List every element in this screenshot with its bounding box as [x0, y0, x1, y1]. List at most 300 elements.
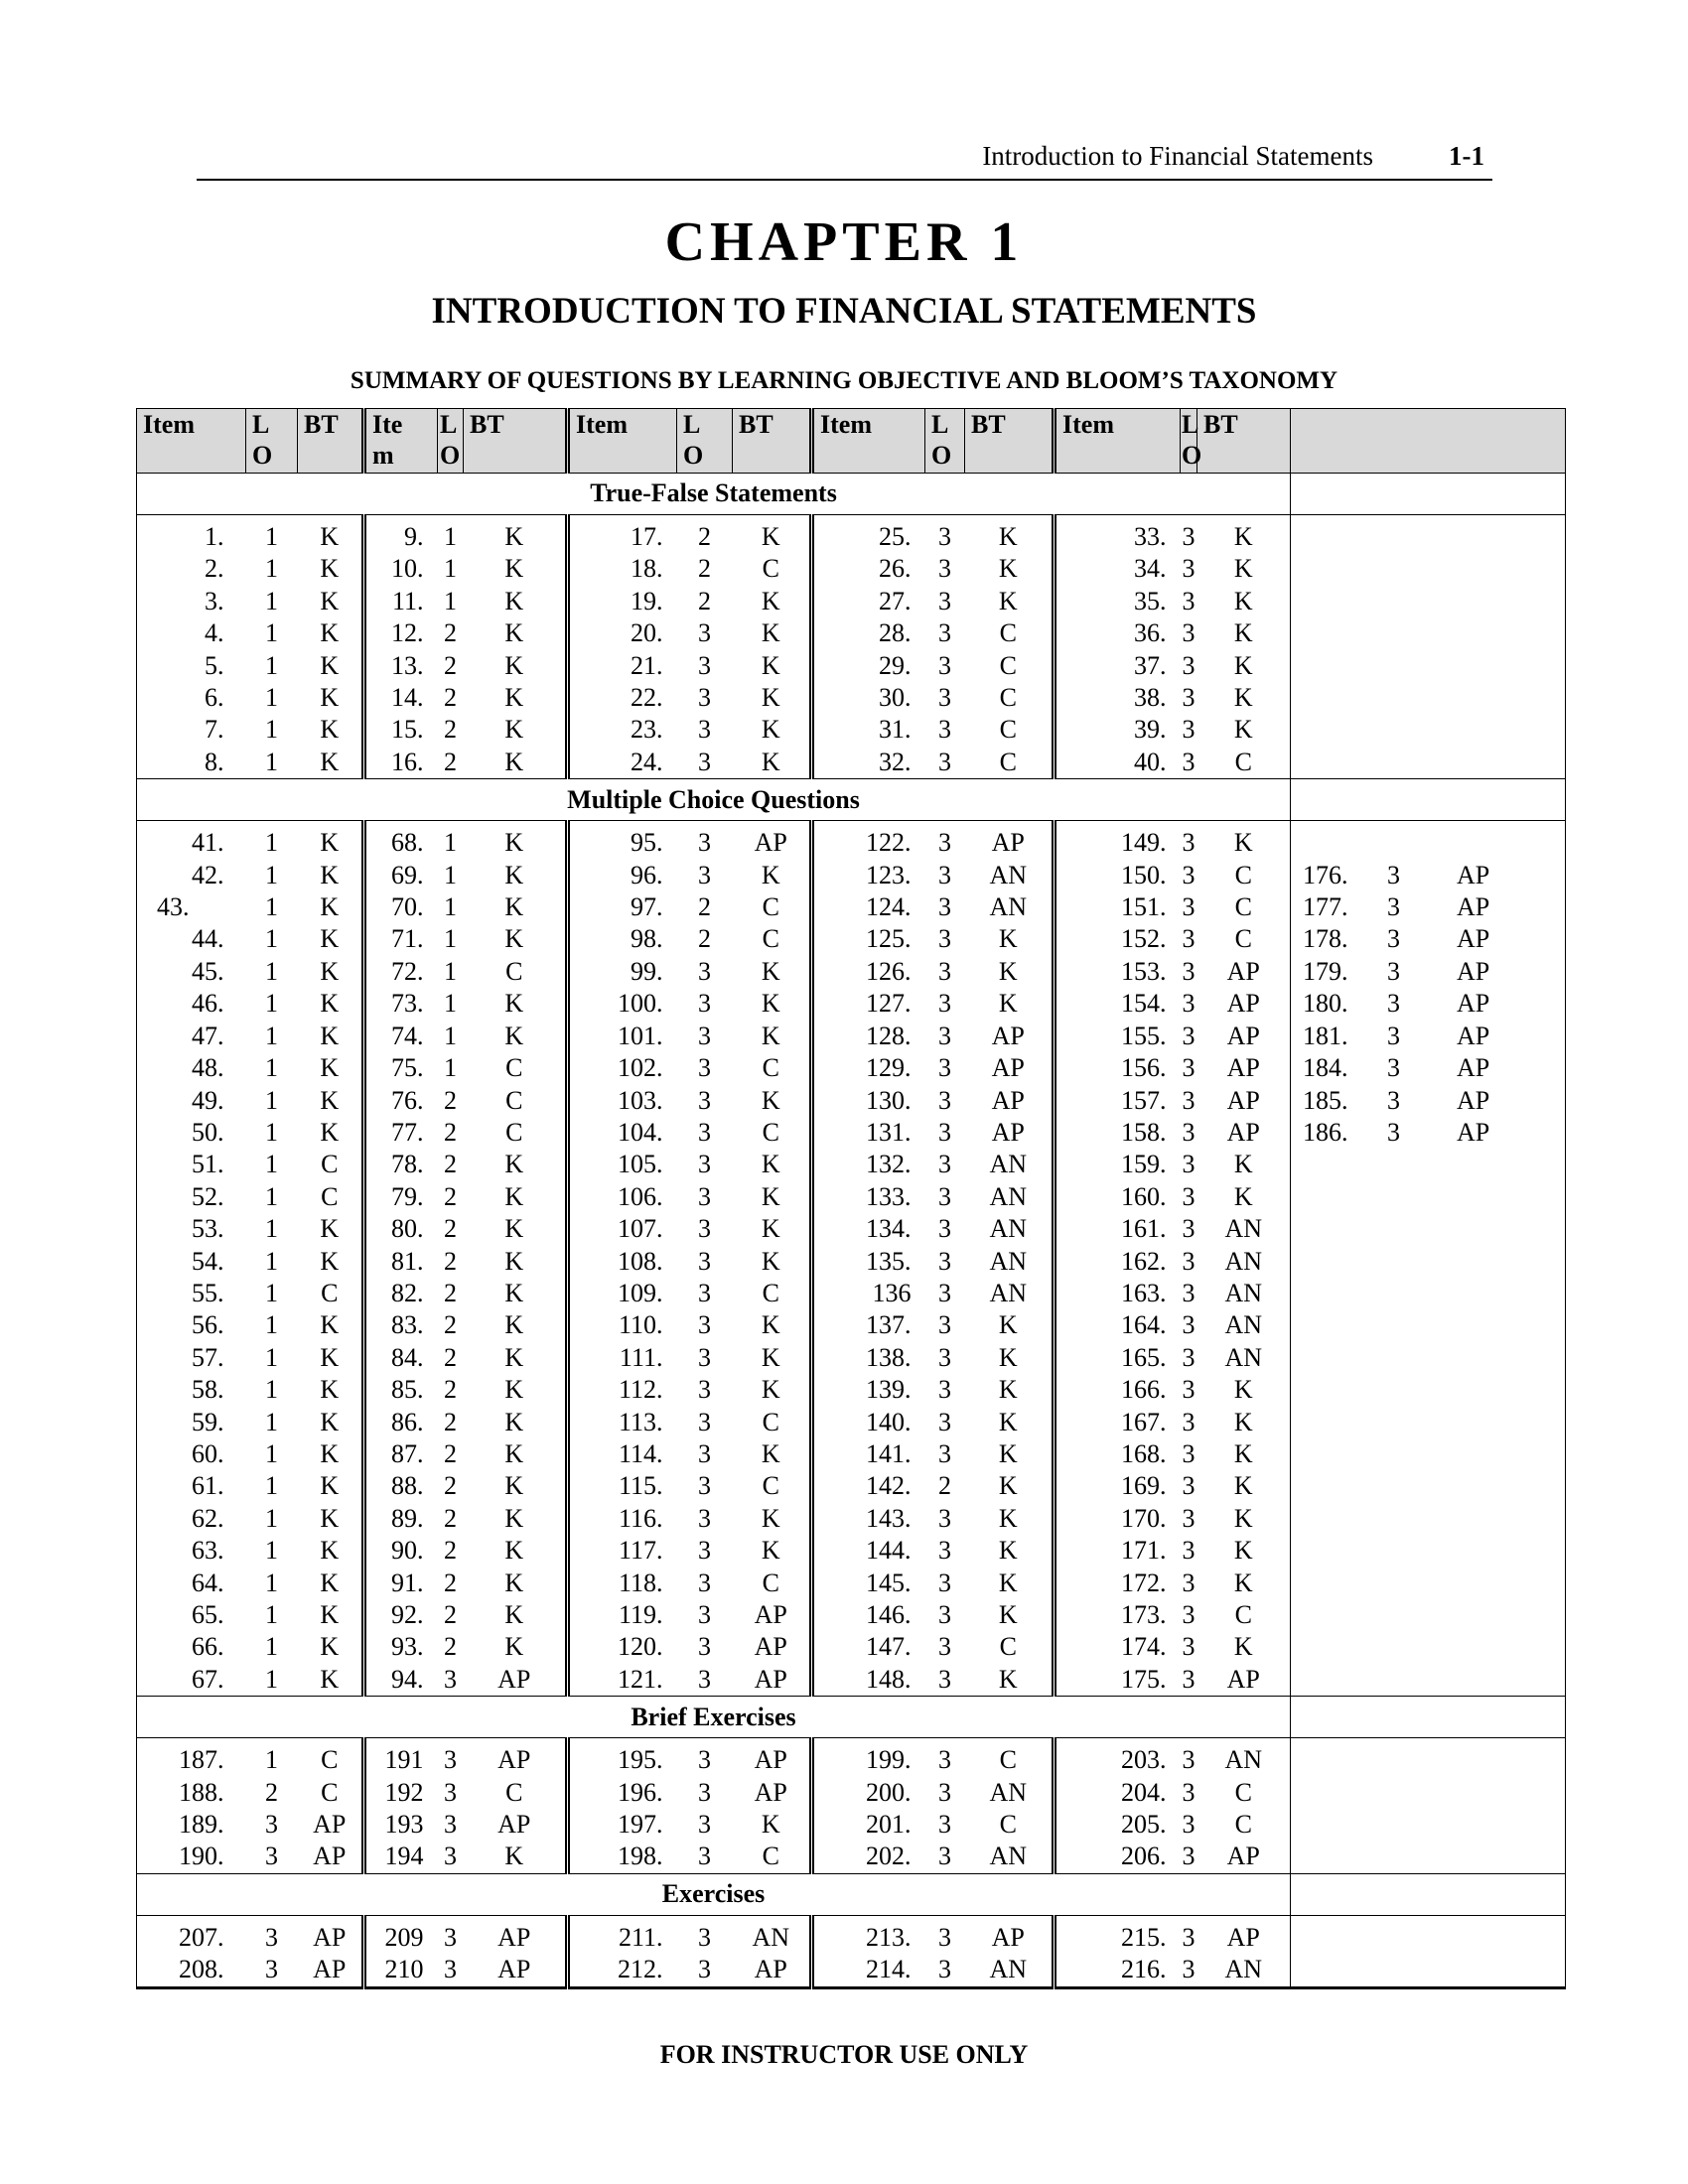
item-number: 193	[384, 1810, 424, 1840]
learning-objective: 3	[938, 683, 951, 713]
item-number: 35.	[1134, 586, 1167, 615]
learning-objective: 3	[938, 828, 951, 858]
learning-objective: 1	[265, 892, 278, 922]
item-number: 104.	[618, 1117, 663, 1147]
learning-objective: 3	[1182, 828, 1196, 858]
learning-objective: 3	[698, 1503, 711, 1533]
item-number: 116.	[618, 1503, 663, 1533]
table-row	[137, 1599, 1566, 1631]
extra-column-cell	[1291, 1738, 1566, 1777]
item-number: 61.	[192, 1471, 224, 1501]
learning-objective: 3	[1182, 1664, 1196, 1694]
blooms-taxonomy: C	[733, 923, 812, 955]
item-number: 110.	[618, 1310, 663, 1340]
blooms-taxonomy: K	[464, 1535, 568, 1567]
learning-objective: 3	[1182, 1214, 1196, 1244]
learning-objective: 3	[1182, 892, 1196, 922]
item-number: 132.	[866, 1150, 912, 1179]
col-item: Item	[568, 409, 677, 474]
blooms-taxonomy: K	[298, 1535, 364, 1567]
item-number: 5.	[205, 650, 224, 680]
blooms-taxonomy: AN	[1224, 1310, 1263, 1340]
item-number: 94.	[391, 1664, 424, 1694]
learning-objective: 3	[1182, 1842, 1196, 1871]
learning-objective: 3	[698, 956, 711, 986]
item-number: 96.	[631, 860, 663, 889]
learning-objective: 1	[265, 1150, 278, 1179]
blooms-taxonomy: AN	[965, 1278, 1055, 1309]
item-number: 58.	[192, 1375, 224, 1405]
extra-column-cell	[1291, 1915, 1566, 1954]
item-number: 31.	[879, 715, 912, 745]
learning-objective: 3	[1182, 1021, 1196, 1050]
extra-column-cell	[1291, 988, 1566, 1020]
learning-objective: 1	[444, 554, 457, 584]
blooms-taxonomy: K	[298, 1342, 364, 1374]
chapter-subtitle: INTRODUCTION TO FINANCIAL STATEMENTS	[431, 291, 1257, 332]
extra-column-cell	[1291, 891, 1566, 923]
learning-objective: 1	[265, 1632, 278, 1662]
blooms-taxonomy: K	[1233, 1407, 1253, 1436]
learning-objective: 1	[265, 1600, 278, 1629]
item-number: 210	[384, 1955, 424, 1984]
item-number: 195.	[618, 1745, 663, 1775]
blooms-taxonomy: K	[464, 515, 568, 554]
table-row	[137, 1777, 1566, 1809]
item-number: 87.	[391, 1438, 424, 1468]
item-number: 64.	[192, 1568, 224, 1597]
blooms-taxonomy: K	[1233, 650, 1253, 680]
blooms-taxonomy: AP	[965, 1052, 1055, 1084]
item-number: 122.	[866, 828, 912, 858]
learning-objective: 1	[265, 650, 278, 680]
item-number: 135.	[866, 1246, 912, 1276]
extra-column-cell	[1291, 586, 1566, 617]
section-header-row	[137, 779, 1566, 821]
item-number: 88.	[391, 1471, 424, 1501]
learning-objective: 3	[938, 618, 951, 648]
learning-objective: 3	[698, 1053, 711, 1083]
blooms-taxonomy: AP	[1457, 1117, 1490, 1147]
blooms-taxonomy: AN	[1224, 1745, 1263, 1775]
item-number: 163.	[1121, 1278, 1167, 1307]
learning-objective: 2	[444, 1181, 457, 1211]
learning-objective: 1	[265, 1181, 278, 1211]
item-number: 15.	[391, 715, 424, 745]
item-number: 186.	[1303, 1117, 1348, 1147]
item-number: 139.	[866, 1375, 912, 1405]
item-number: 212.	[618, 1955, 663, 1984]
blooms-taxonomy: K	[1233, 1568, 1253, 1597]
blooms-taxonomy: AN	[965, 1181, 1055, 1213]
item-number: 136	[872, 1278, 912, 1307]
learning-objective: 2	[444, 1278, 457, 1307]
blooms-taxonomy: AP	[1226, 1021, 1260, 1050]
item-number: 175.	[1121, 1664, 1167, 1694]
learning-objective: 3	[1182, 650, 1196, 680]
learning-objective: 3	[938, 989, 951, 1019]
blooms-taxonomy: C	[464, 1085, 568, 1117]
learning-objective: 3	[1182, 1150, 1196, 1179]
learning-objective: 3	[698, 1246, 711, 1276]
learning-objective: 1	[265, 828, 278, 858]
learning-objective: 3	[938, 1810, 951, 1840]
blooms-taxonomy: AP	[1226, 1842, 1260, 1871]
learning-objective: 3	[938, 586, 951, 615]
learning-objective: 3	[1182, 1745, 1196, 1775]
learning-objective: 2	[444, 1471, 457, 1501]
header-row	[137, 409, 1566, 474]
col-bt: BT	[464, 409, 568, 474]
item-number: 167.	[1121, 1407, 1167, 1436]
blooms-taxonomy: K	[1233, 1471, 1253, 1501]
blooms-taxonomy: AP	[464, 1809, 568, 1841]
item-number: 108.	[618, 1246, 663, 1276]
item-number: 8.	[205, 747, 224, 776]
blooms-taxonomy: K	[464, 923, 568, 955]
blooms-taxonomy: K	[733, 1342, 812, 1374]
blooms-taxonomy: C	[733, 1841, 812, 1873]
blooms-taxonomy: K	[298, 1117, 364, 1149]
blooms-taxonomy: AP	[733, 821, 812, 860]
item-number: 184.	[1303, 1053, 1348, 1083]
learning-objective: 3	[938, 1150, 951, 1179]
item-number: 14.	[391, 683, 424, 713]
learning-objective: 2	[444, 650, 457, 680]
item-number: 192	[384, 1777, 424, 1807]
learning-objective: 3	[938, 1503, 951, 1533]
blooms-taxonomy: C	[298, 1777, 364, 1809]
learning-objective: 1	[265, 989, 278, 1019]
item-number: 85.	[391, 1375, 424, 1405]
learning-objective: 3	[698, 1842, 711, 1871]
col-lo: L O	[1181, 409, 1197, 474]
blooms-taxonomy: AP	[298, 1915, 364, 1954]
item-number: 187.	[179, 1745, 224, 1775]
table-row	[137, 553, 1566, 585]
learning-objective: 1	[265, 1214, 278, 1244]
item-number: 165.	[1121, 1342, 1167, 1372]
learning-objective: 3	[938, 860, 951, 889]
blooms-taxonomy: K	[1233, 554, 1253, 584]
learning-objective: 2	[265, 1777, 278, 1807]
item-number: 124.	[866, 892, 912, 922]
learning-objective: 3	[938, 1342, 951, 1372]
blooms-taxonomy: K	[464, 1021, 568, 1052]
extra-column-cell	[1291, 923, 1566, 955]
item-number: 157.	[1121, 1085, 1167, 1115]
learning-objective: 3	[1387, 1021, 1400, 1050]
learning-objective: 2	[938, 1471, 951, 1501]
learning-objective: 1	[444, 1053, 457, 1083]
blooms-taxonomy: K	[733, 988, 812, 1020]
learning-objective: 3	[938, 956, 951, 986]
item-number: 203.	[1121, 1745, 1167, 1775]
item-number: 71.	[391, 924, 424, 954]
learning-objective: 3	[938, 1664, 951, 1694]
summary-table	[136, 408, 1566, 1989]
learning-objective: 3	[1387, 1117, 1400, 1147]
section-header-row	[137, 474, 1566, 515]
item-number: 119.	[618, 1600, 663, 1629]
learning-objective: 1	[444, 924, 457, 954]
blooms-taxonomy: K	[1233, 522, 1253, 551]
blooms-taxonomy: AP	[965, 1915, 1055, 1954]
blooms-taxonomy: AN	[1224, 1342, 1263, 1372]
learning-objective: 2	[444, 618, 457, 648]
blooms-taxonomy: AN	[965, 860, 1055, 891]
item-number: 39.	[1134, 715, 1167, 745]
blooms-taxonomy: K	[965, 1407, 1055, 1438]
item-number: 190.	[179, 1842, 224, 1871]
item-number: 158.	[1121, 1117, 1167, 1147]
table-row	[137, 1631, 1566, 1663]
chapter-title: CHAPTER 1	[664, 211, 1024, 273]
item-number: 131.	[866, 1117, 912, 1147]
item-number: 145.	[866, 1568, 912, 1597]
section-extra-cell	[1291, 1697, 1566, 1738]
learning-objective: 3	[698, 715, 711, 745]
learning-objective: 3	[938, 892, 951, 922]
blooms-taxonomy: K	[464, 1599, 568, 1631]
item-number: 159.	[1121, 1150, 1167, 1179]
blooms-taxonomy: AN	[1224, 1955, 1263, 1984]
item-number: 69.	[391, 860, 424, 889]
learning-objective: 3	[938, 1745, 951, 1775]
item-number: 141.	[866, 1438, 912, 1468]
learning-objective: 3	[938, 1842, 951, 1871]
table-row	[137, 515, 1566, 554]
blooms-taxonomy: K	[298, 1470, 364, 1502]
item-number: 156.	[1121, 1053, 1167, 1083]
blooms-taxonomy: C	[464, 1777, 568, 1809]
blooms-taxonomy: K	[298, 956, 364, 988]
learning-objective: 3	[1182, 1278, 1196, 1307]
extra-column-cell	[1291, 1246, 1566, 1278]
blooms-taxonomy: C	[965, 1738, 1055, 1777]
learning-objective: 3	[1182, 1181, 1196, 1211]
learning-objective: 2	[444, 1214, 457, 1244]
item-number: 83.	[391, 1310, 424, 1340]
table-row	[137, 1738, 1566, 1777]
learning-objective: 1	[265, 1021, 278, 1050]
section-extra-cell	[1291, 779, 1566, 821]
learning-objective: 3	[1182, 1310, 1196, 1340]
learning-objective: 3	[1182, 1632, 1196, 1662]
learning-objective: 2	[444, 747, 457, 776]
learning-objective: 2	[698, 586, 711, 615]
learning-objective: 1	[265, 1278, 278, 1307]
item-number: 162.	[1121, 1246, 1167, 1276]
col-bt: BT	[298, 409, 364, 474]
extra-column-cell	[1291, 650, 1566, 682]
item-number: 23.	[631, 715, 663, 745]
table-row	[137, 1309, 1566, 1341]
blooms-taxonomy: K	[965, 988, 1055, 1020]
learning-objective: 3	[938, 1568, 951, 1597]
item-number: 173.	[1121, 1600, 1167, 1629]
table-row	[137, 1470, 1566, 1502]
item-number: 200.	[866, 1777, 912, 1807]
item-number: 55.	[192, 1278, 224, 1307]
learning-objective: 3	[444, 1810, 457, 1840]
item-number: 109.	[618, 1278, 663, 1307]
extra-column-cell	[1291, 553, 1566, 585]
blooms-taxonomy: K	[298, 821, 364, 860]
learning-objective: 1	[444, 892, 457, 922]
blooms-taxonomy: K	[298, 1085, 364, 1117]
blooms-taxonomy: K	[965, 553, 1055, 585]
item-number: 99.	[631, 956, 663, 986]
item-number: 153.	[1121, 956, 1167, 986]
extra-column-cell	[1291, 682, 1566, 714]
item-number: 213.	[866, 1922, 912, 1952]
blooms-taxonomy: AP	[298, 1954, 364, 1987]
table-row	[137, 923, 1566, 955]
learning-objective: 3	[1182, 522, 1196, 551]
learning-objective: 1	[265, 683, 278, 713]
blooms-taxonomy: K	[298, 1568, 364, 1599]
extra-column-cell	[1291, 1407, 1566, 1438]
table-row	[137, 714, 1566, 746]
blooms-taxonomy: AP	[733, 1954, 812, 1987]
item-number: 117.	[618, 1536, 663, 1566]
extra-column-cell	[1291, 1631, 1566, 1663]
item-number: 7.	[205, 715, 224, 745]
item-number: 202.	[866, 1842, 912, 1871]
blooms-taxonomy: K	[298, 1246, 364, 1278]
blooms-taxonomy: C	[733, 553, 812, 585]
extra-column-cell	[1291, 617, 1566, 649]
blooms-taxonomy: K	[464, 1503, 568, 1535]
blooms-taxonomy: AP	[464, 1915, 568, 1954]
blooms-taxonomy: K	[298, 1374, 364, 1406]
item-number: 185.	[1303, 1085, 1348, 1115]
item-number: 59.	[192, 1407, 224, 1436]
learning-objective: 2	[698, 892, 711, 922]
section-title: Multiple Choice Questions	[137, 779, 1291, 821]
blooms-taxonomy: C	[733, 1407, 812, 1438]
item-number: 20.	[631, 618, 663, 648]
section-title: Brief Exercises	[137, 1697, 1291, 1738]
learning-objective: 2	[698, 522, 711, 551]
item-number: 196.	[618, 1777, 663, 1807]
table-row	[137, 1503, 1566, 1535]
section-title: Exercises	[137, 1873, 1291, 1915]
extra-column-cell	[1291, 1117, 1566, 1149]
blooms-taxonomy: C	[1234, 860, 1252, 889]
item-number: 63.	[192, 1536, 224, 1566]
item-number: 166.	[1121, 1375, 1167, 1405]
item-number: 107.	[618, 1214, 663, 1244]
learning-objective: 3	[444, 1664, 457, 1694]
blooms-taxonomy: C	[965, 747, 1055, 779]
blooms-taxonomy: C	[733, 1052, 812, 1084]
blooms-taxonomy: AN	[965, 1777, 1055, 1809]
item-number: 72.	[391, 956, 424, 986]
blooms-taxonomy: K	[733, 682, 812, 714]
item-number: 201.	[866, 1810, 912, 1840]
item-number: 133.	[866, 1181, 912, 1211]
extra-column-cell	[1291, 1470, 1566, 1502]
blooms-taxonomy: AN	[733, 1915, 812, 1954]
item-number: 24.	[631, 747, 663, 776]
item-number: 188.	[179, 1777, 224, 1807]
learning-objective: 1	[265, 1053, 278, 1083]
running-header	[197, 139, 1492, 181]
table-row	[137, 586, 1566, 617]
learning-objective: 3	[1182, 1117, 1196, 1147]
blooms-taxonomy: AN	[1224, 1214, 1263, 1244]
learning-objective: 3	[938, 715, 951, 745]
blooms-taxonomy: AP	[965, 1117, 1055, 1149]
item-number: 207.	[179, 1922, 224, 1952]
extra-column-cell	[1291, 1664, 1566, 1697]
blooms-taxonomy: K	[965, 1535, 1055, 1567]
learning-objective: 3	[938, 1600, 951, 1629]
blooms-taxonomy: C	[464, 1052, 568, 1084]
learning-objective: 3	[698, 1150, 711, 1179]
running-title: Introduction to Financial Statements	[982, 141, 1373, 171]
extra-column-cell	[1291, 956, 1566, 988]
item-number: 43.	[157, 892, 190, 922]
col-lo: L O	[438, 409, 464, 474]
extra-column-cell	[1291, 1841, 1566, 1873]
blooms-taxonomy: C	[965, 617, 1055, 649]
blooms-taxonomy: K	[464, 1470, 568, 1502]
blooms-taxonomy: K	[464, 1374, 568, 1406]
blooms-taxonomy: AP	[965, 1085, 1055, 1117]
learning-objective: 3	[698, 860, 711, 889]
learning-objective: 1	[265, 1310, 278, 1340]
learning-objective: 3	[1182, 715, 1196, 745]
blooms-taxonomy: K	[965, 956, 1055, 988]
blooms-taxonomy: K	[298, 747, 364, 779]
blooms-taxonomy: K	[733, 515, 812, 554]
learning-objective: 3	[1182, 1536, 1196, 1566]
item-number: 114.	[618, 1438, 663, 1468]
table-row	[137, 1568, 1566, 1599]
blooms-taxonomy: K	[464, 1246, 568, 1278]
item-number: 102.	[618, 1053, 663, 1083]
item-number: 127.	[866, 989, 912, 1019]
learning-objective: 1	[444, 828, 457, 858]
blooms-taxonomy: K	[464, 988, 568, 1020]
blooms-taxonomy: AP	[733, 1777, 812, 1809]
learning-objective: 3	[938, 1053, 951, 1083]
table-row	[137, 891, 1566, 923]
extra-column-cell	[1291, 1599, 1566, 1631]
item-number: 67.	[192, 1664, 224, 1694]
table-row	[137, 821, 1566, 860]
learning-objective: 3	[444, 1777, 457, 1807]
item-number: 56.	[192, 1310, 224, 1340]
learning-objective: 1	[265, 618, 278, 648]
blooms-taxonomy: K	[464, 1438, 568, 1470]
item-number: 21.	[631, 650, 663, 680]
learning-objective: 3	[938, 1310, 951, 1340]
table-row	[137, 1407, 1566, 1438]
learning-objective: 3	[1182, 1407, 1196, 1436]
learning-objective: 3	[698, 989, 711, 1019]
item-number: 168.	[1121, 1438, 1167, 1468]
blooms-taxonomy: K	[733, 1374, 812, 1406]
blooms-taxonomy: K	[298, 515, 364, 554]
item-number: 1.	[205, 522, 224, 551]
learning-objective: 3	[698, 1021, 711, 1050]
item-number: 211.	[618, 1922, 663, 1952]
blooms-taxonomy: C	[1234, 1810, 1252, 1840]
